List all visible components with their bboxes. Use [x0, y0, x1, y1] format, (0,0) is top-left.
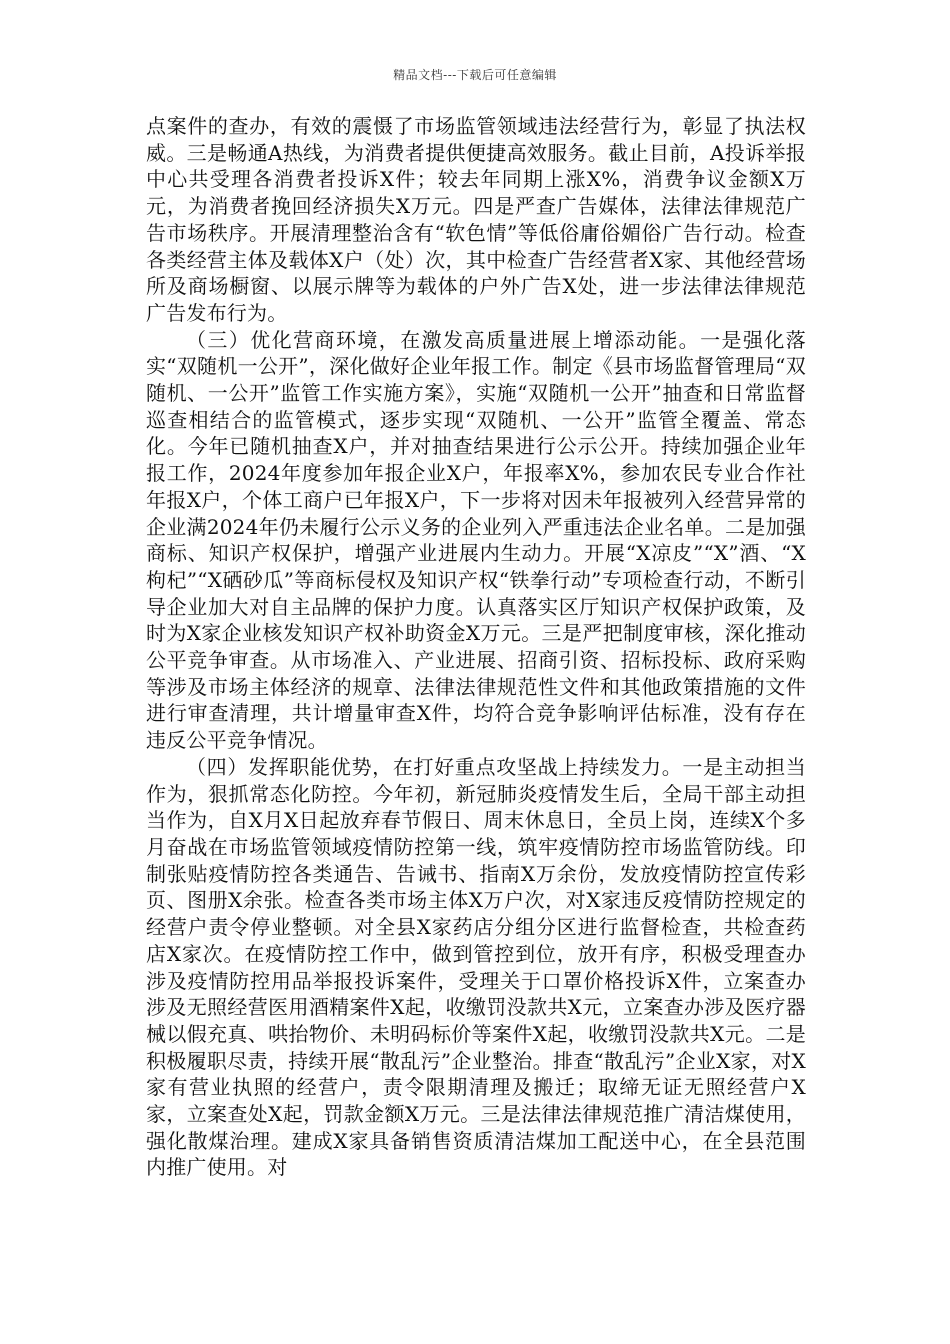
page-header: 精品文档---下载后可任意编辑	[393, 68, 557, 82]
document-body	[146, 113, 806, 1181]
paragraph-continuation: 点案件的查办，有效的震慑了市场监管领域违法经营行为，彰显了执法权威。三是畅通A热线，为消费者提供便捷高效服务。截止目前，A投诉举报中心共受理各消费者投诉X件；较去年同期上涨X%，消费争议金额X万元，为消费者挽回经济损失X万元。四是严查广告媒体，法律法律规范广告市场秩序。开展清理整治含有“软色情”等低俗庸俗媚俗广告行动。检查各类经营主体及载体X户（处）次，其中检查广告经营者X家、其他经营场所及商场橱窗、以展示牌等为载体的户外广告X处，进一步法律法律规范广告发布行为。	[146, 114, 806, 325]
paragraph-section-four: （四）发挥职能优势，在打好重点攻坚战上持续发力。一是主动担当作为，狠抓常态化防控。今年初，新冠肺炎疫情发生后，全局干部主动担当作为，自X月X日起放弃春节假日、周末休息日，全员上岗，连续X个多月奋战在市场监管领域疫情防控第一线，筑牢疫情防控市场监管防线。印制张贴疫情防控各类通告、告诫书、指南X万余份，发放疫情防控宣传彩页、图册X余张。检查各类市场主体X万户次，对X家违反疫情防控规定的经营户责令停业整顿。对全县X家药店分组分区进行监督检查，共检查药店X家次。在疫情防控工作中，做到管控到位，放开有序，积极受理查办涉及疫情防控用品举报投诉案件，受理关于口罩价格投诉X件，立案查办涉及无照经营医用酒精案件X起，收缴罚没款共X元，立案查办涉及医疗器械以假充真、哄抬物价、未明码标价等案件X起，收缴罚没款共X元。二是积极履职尽责，持续开展“散乱污”企业整治。排查“散乱污”企业X家，对X家有营业执照的经营户，责令限期清理及搬迁；取缔无证无照经营户X家，立案查处X起，罚款金额X万元。三是法律法律规范推广清洁煤使用，强化散煤治理。建成X家具备销售资质清洁煤加工配送中心，在全县范围内推广使用。对	[146, 754, 806, 1180]
paragraph-section-three: （三）优化营商环境，在激发高质量进展上增添动能。一是强化落实“双随机一公开”，深化做好企业年报工作。制定《县市场监督管理局“双随机、一公开”监管工作实施方案》，实施“双随机一公开”抽查和日常监督巡查相结合的监管模式，逐步实现“双随机、一公开”监管全覆盖、常态化。今年已随机抽查X户，并对抽查结果进行公示公开。持续加强企业年报工作，2024年度参加年报企业X户，年报率X%，参加农民专业合作社年报X户，个体工商户已年报X户，下一步将对因未年报被列入经营异常的企业满2024年仍未履行公示义务的企业列入严重违法企业名单。二是加强商标、知识产权保护，增强产业进展内生动力。开展“X凉皮”“X”酒、“X枸杞”“X硒砂瓜”等商标侵权及知识产权“铁拳行动”专项检查行动，不断引导企业加大对自主品牌的保护力度。认真落实区厅知识产权保护政策，及时为X家企业核发知识产权补助资金X万元。三是严把制度审核，深化推动公平竞争审查。从市场准入、产业进展、招商引资、招标投标、政府采购等涉及市场主体经济的规章、法律法律规范性文件和其他政策措施的文件进行审查清理，共计增量审查X件，均符合竞争影响评估标准，没有存在违反公平竞争情况。	[146, 327, 806, 753]
